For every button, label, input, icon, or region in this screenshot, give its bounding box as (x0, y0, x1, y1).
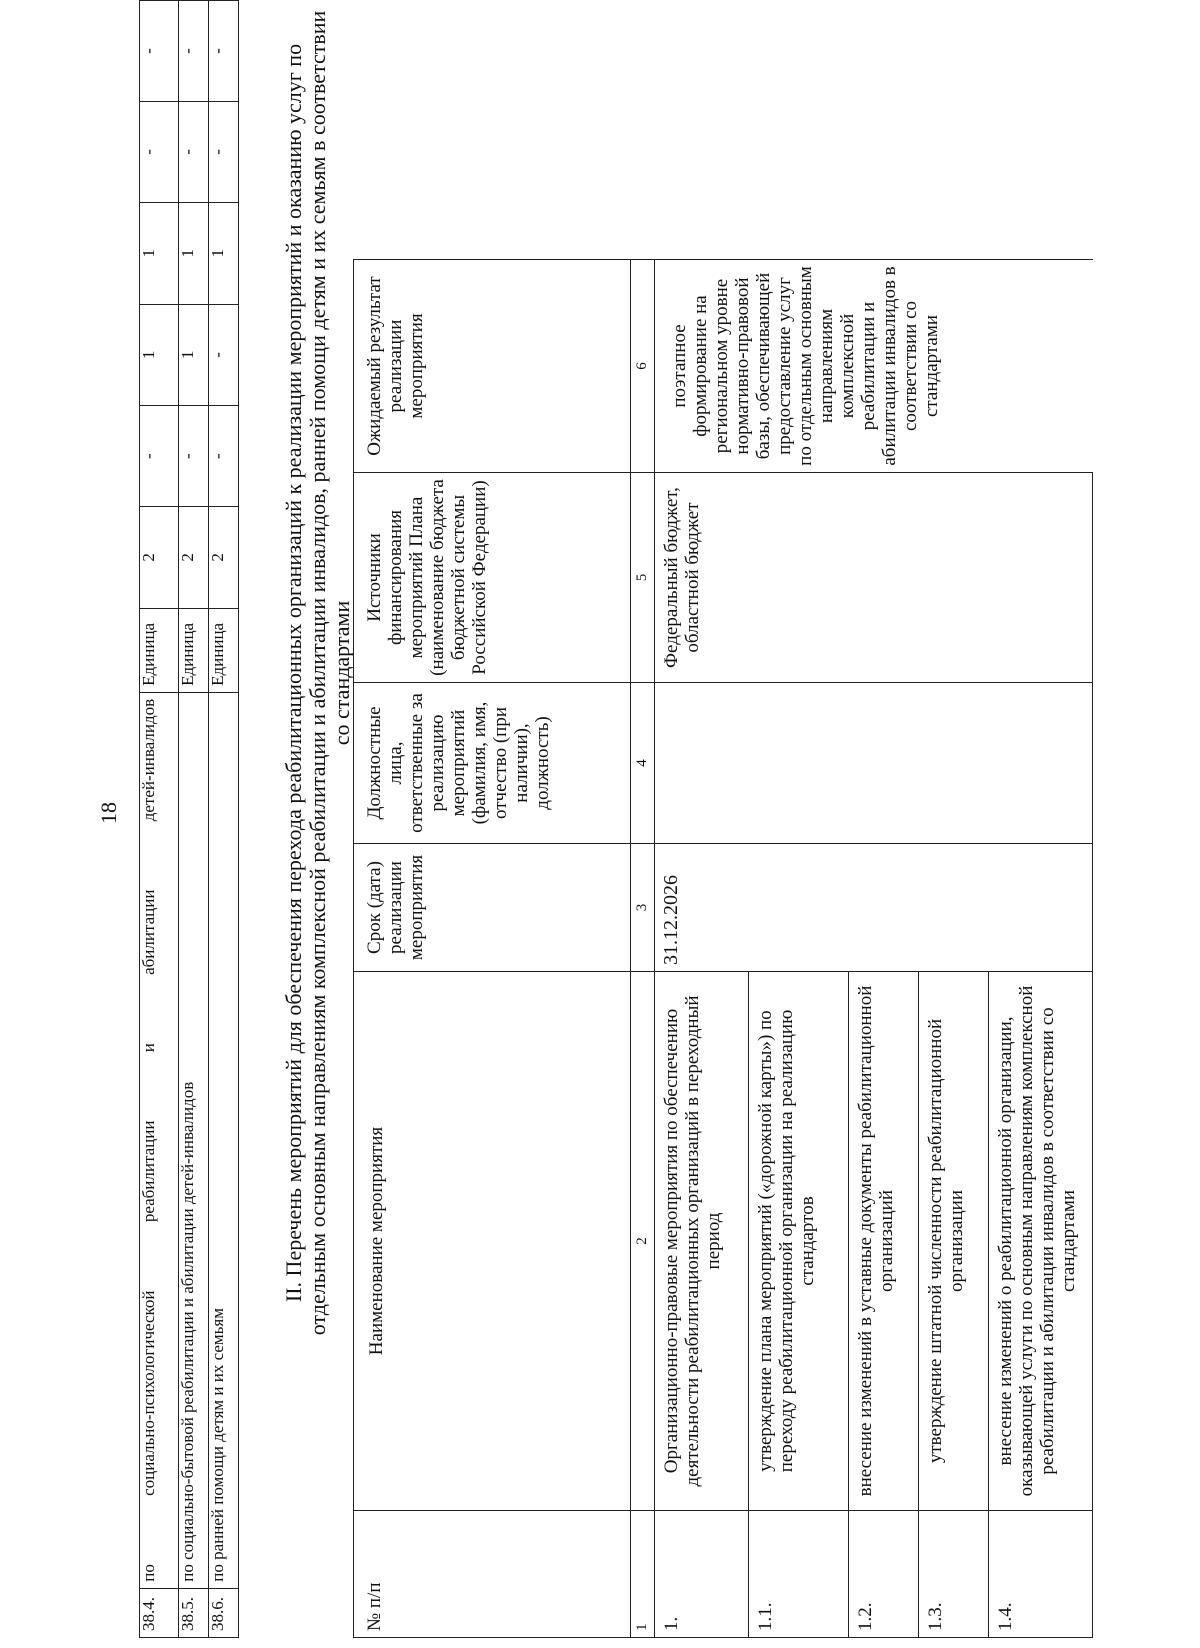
row-value: - (140, 1, 179, 102)
row-responsible (655, 683, 749, 844)
table-row (179, 1, 209, 1638)
row-value: - (179, 406, 209, 507)
row-name: внесение изменений о реабилитационной организации, оказывающей услуги по основным направлениям комплексной реабилитации и абилитации инвалидов в соответствии со стандартами (989, 972, 1093, 1511)
page-number: 18 (96, 802, 121, 824)
row-value: - (179, 102, 209, 203)
row-name: утверждение плана мероприятий («дорожной карты») по переходу реабилитационной организации на реализацию стандартов (749, 972, 849, 1511)
row-value: - (209, 102, 239, 203)
row-number: 38.4. (140, 1588, 179, 1637)
row-funding-empty (749, 473, 849, 683)
row-number: 1.1. (749, 1511, 849, 1638)
section-title: II. Перечень мероприятий для обеспечения перехода реабилитационных организаций к реализации мероприятий и оказанию услуг по отдельным основным направлениям комплексной реабилитации и абилитации инвалидов, ранней помощи детям и их семьям в соответствии со стандартами (281, 10, 354, 1336)
table-row (655, 260, 749, 1638)
header-deadline: Срок (дата) реализации мероприятия (354, 844, 631, 972)
row-value: - (209, 1, 239, 102)
row-number: 1.3. (919, 1511, 989, 1638)
column-number: 1 (631, 1511, 655, 1638)
table-row (140, 1, 179, 1638)
row-value: - (140, 102, 179, 203)
row-name: Организационно-правовые мероприятия по обеспечению деятельности реабилитационных организаций в переходный период (655, 972, 749, 1511)
row-name: внесение изменений в уставные документы реабилитационной организаций (849, 972, 919, 1511)
header-result: Ожидаемый результат реализации мероприятия (354, 260, 631, 473)
row-responsible-empty (919, 683, 989, 844)
row-name: по социально-бытовой реабилитации и абилитации детей-инвалидов (179, 692, 209, 1588)
row-name: по ранней помощи детям и их семьям (209, 692, 239, 1588)
row-number: 1. (655, 1511, 749, 1638)
row-value: 1 (179, 304, 209, 406)
row-value: - (179, 1, 209, 102)
plan-table (353, 259, 1093, 1638)
row-value: 2 (140, 507, 179, 609)
row-unit: Единица (140, 608, 179, 692)
row-name: утверждение штатной численности реабилитационной организации (919, 972, 989, 1511)
row-responsible-empty (749, 683, 849, 844)
row-funding: Федеральный бюджет, областной бюджет (655, 473, 749, 683)
row-value: 1 (179, 202, 209, 304)
row-value: - (140, 406, 179, 507)
row-value: 1 (209, 202, 239, 304)
row-value: 2 (179, 507, 209, 609)
row-number: 1.2. (849, 1511, 919, 1638)
row-deadline-empty (989, 844, 1093, 972)
column-number: 2 (631, 972, 655, 1511)
row-number: 38.6. (209, 1588, 239, 1637)
row-responsible-empty (989, 683, 1093, 844)
row-value: - (209, 406, 239, 507)
row-result: поэтапное формирование на региональном уровне нормативно-правовой базы, обеспечивающей предоставление услуг по отдельным основным направлениям комплексной реабилитации и абилитации инвалидов в соответствии со стандартами (655, 260, 1093, 473)
column-number: 5 (631, 473, 655, 683)
row-value: 1 (140, 304, 179, 406)
row-unit: Единица (179, 608, 209, 692)
row-funding-empty (919, 473, 989, 683)
row-unit: Единица (209, 608, 239, 692)
indicators-table (139, 0, 239, 1638)
row-deadline-empty (749, 844, 849, 972)
row-value: 2 (209, 507, 239, 609)
row-funding-empty (989, 473, 1093, 683)
row-deadline: 31.12.2026 (655, 844, 749, 972)
row-name: по социально-психологической реабилитации и абилитации детей-инвалидов (140, 692, 179, 1588)
row-deadline-empty (919, 844, 989, 972)
column-numbers-row (631, 260, 655, 1638)
header-name: Наименование мероприятия (354, 972, 631, 1511)
row-responsible-empty (849, 683, 919, 844)
header-number: № п/п (354, 1511, 631, 1638)
column-number: 4 (631, 683, 655, 844)
header-funding: Источники финансирования мероприятий Плана (наименование бюджета бюджетной системы Российской Федерации) (354, 473, 631, 683)
table-row (209, 1, 239, 1638)
row-number: 38.5. (179, 1588, 209, 1637)
column-number: 6 (631, 260, 655, 473)
row-number: 1.4. (989, 1511, 1093, 1638)
row-funding-empty (849, 473, 919, 683)
column-number: 3 (631, 844, 655, 972)
row-deadline-empty (849, 844, 919, 972)
table-header-row (354, 260, 631, 1638)
row-value: - (209, 304, 239, 406)
header-responsible: Должностные лица, ответственные за реализацию мероприятий (фамилия, имя, отчество (при наличии), должность) (354, 683, 631, 844)
row-value: 1 (140, 202, 179, 304)
